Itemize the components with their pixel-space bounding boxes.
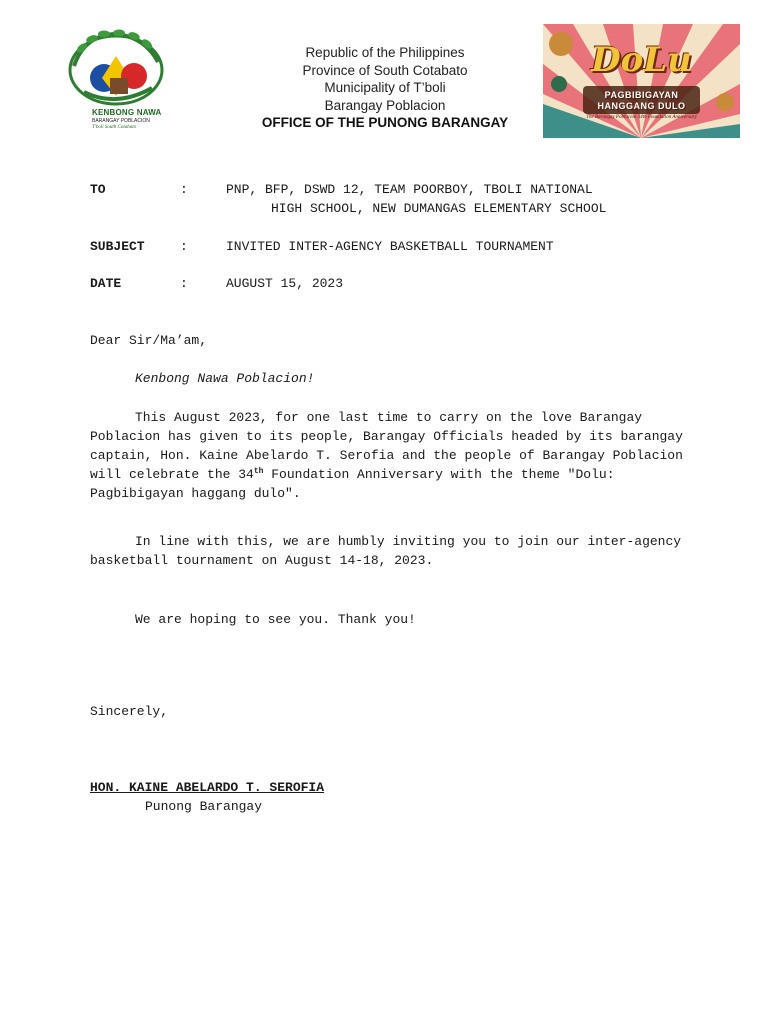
paragraph-1-superscript: th: [253, 467, 264, 476]
to-value-line2: HIGH SCHOOL, NEW DUMANGAS ELEMENTARY SCHOOL: [271, 201, 607, 216]
letterhead-line-barangay: Barangay Poblacion: [324, 97, 446, 113]
signatory-title: Punong Barangay: [145, 799, 263, 814]
paragraph-1-text-b: Foundation Anniversary with the theme "Dolu: Pagbibigayan haggang dulo".: [90, 467, 615, 501]
letterhead: [240, 44, 530, 132]
to-label: TO: [90, 182, 106, 197]
paragraph-2-text: In line with this, we are humbly inviting you to join our inter-agency basketball tournament on August 14-18, 2023.: [90, 534, 682, 568]
dolu-logo-line1: PAGBIBIGAYAN: [604, 90, 679, 100]
to-colon: :: [180, 182, 188, 197]
letterhead-line-municipality: Municipality of T’boli: [324, 80, 446, 96]
signatory-name: HON. KAINE ABELARDO T. SEROFIA: [90, 780, 325, 795]
paragraph-3-text: We are hoping to see you. Thank you!: [135, 612, 416, 627]
closing: Sincerely,: [90, 704, 169, 719]
date-colon: :: [180, 276, 188, 291]
subject-colon: :: [180, 239, 188, 254]
date-label: DATE: [90, 276, 122, 291]
to-value-line1: PNP, BFP, DSWD 12, TEAM POORBOY, TBOLI NATIONAL: [226, 182, 593, 197]
kenbong-nawa-logo: [64, 26, 168, 136]
letterhead-line-province: Province of South Cotabato: [302, 62, 468, 78]
logo-caption-main: KENBONG NAWA: [92, 108, 162, 117]
date-value: AUGUST 15, 2023: [226, 276, 344, 291]
subject-label: SUBJECT: [90, 239, 145, 254]
greeting: Kenbong Nawa Poblacion!: [135, 371, 315, 386]
paragraph-1-text-a: This August 2023, for one last time to carry on the love Barangay Poblacion has given to its people, Barangay Officials headed by its barangay captain, Hon. Kaine Abelardo T. Serofia and the people of Barangay Poblacion will celebrate the 34: [90, 410, 683, 482]
office-title: OFFICE OF THE PUNONG BARANGAY: [261, 115, 509, 131]
paragraph-1: [90, 408, 690, 503]
dolu-logo-line2: HANGGANG DULO: [597, 101, 686, 111]
dolu-anniversary-logo: [543, 24, 740, 138]
letterhead-line-republic: Republic of the Philippines: [305, 45, 465, 60]
paragraph-2: [90, 532, 690, 570]
dolu-logo-tagline: The Barangay Poblacion 34th Foundation Anniversary: [586, 115, 697, 120]
paragraph-3: [90, 610, 690, 629]
subject-value: INVITED INTER-AGENCY BASKETBALL TOURNAMENT: [226, 239, 554, 254]
salutation: Dear Sir/Ma’am,: [90, 333, 208, 348]
logo-caption-place: T'boli South Cotabato: [92, 125, 137, 130]
leaf-emblem-icon: [64, 26, 168, 108]
logo-caption-sub: BARANGAY POBLACION: [92, 118, 150, 124]
dolu-logo-title: DoLu: [591, 40, 692, 80]
